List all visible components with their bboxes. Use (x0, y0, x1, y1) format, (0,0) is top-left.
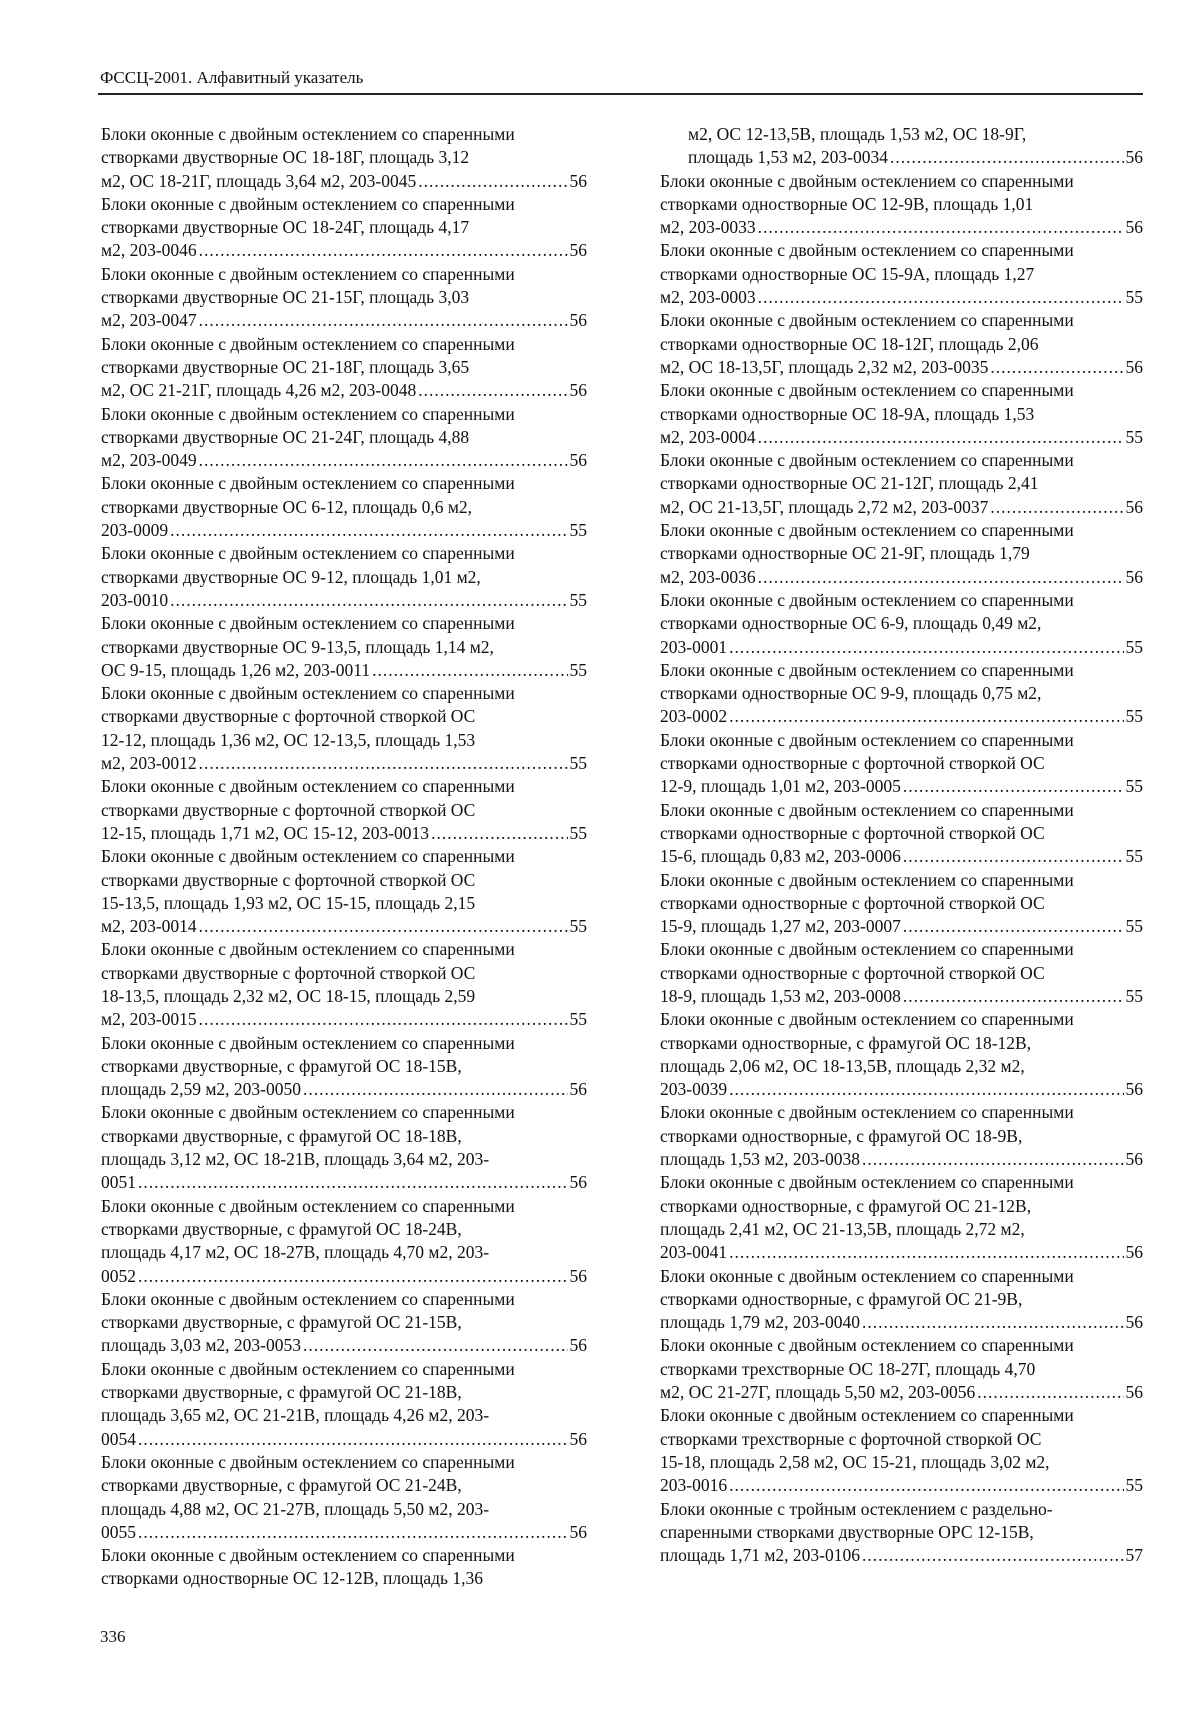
dot-leader (977, 1381, 1123, 1404)
entry-text: Блоки оконные с двойным остеклением со спаренными (101, 939, 515, 960)
entry-page-ref: 56 (569, 1521, 587, 1542)
entry-page-ref: 56 (569, 1079, 587, 1100)
index-entry (660, 1171, 1143, 1264)
entry-page-ref: 56 (1125, 1382, 1143, 1403)
index-entry (101, 1288, 587, 1358)
index-entry (101, 542, 587, 612)
header-rule (98, 93, 1143, 95)
entry-text: Блоки оконные с двойным остеклением со спаренными (660, 869, 1074, 890)
entry-last-line (660, 1241, 1143, 1264)
entry-text: створками одностворные ОС 12-12В, площадь 1,36 (101, 1568, 484, 1589)
index-entry (101, 938, 587, 1031)
entry-page-ref: 55 (569, 1009, 587, 1030)
entry-page-ref: 55 (1125, 706, 1143, 727)
dot-leader (303, 1078, 567, 1101)
entry-text: м2, 203-0004 (660, 426, 756, 447)
entry-text: Блоки оконные с двойным остеклением со спаренными (660, 240, 1074, 261)
entry-last-line (101, 1171, 587, 1194)
entry-text: Блоки оконные с двойным остеклением со спаренными (660, 170, 1074, 191)
index-entry (660, 449, 1143, 519)
entry-text: створками одностворные ОС 6-9, площадь 0,49 м2, (660, 613, 1042, 634)
entry-page-ref: 55 (569, 589, 587, 610)
entry-text: створками двустворные ОС 9-12, площадь 1,01 м2, (101, 566, 481, 587)
entry-text: створками одностворные с форточной створкой ОС (660, 962, 1045, 983)
entry-last-line (660, 426, 1143, 449)
dot-leader (418, 170, 567, 193)
dot-leader (862, 1148, 1123, 1171)
entry-last-line (660, 496, 1143, 519)
entry-last-line (101, 519, 587, 542)
entry-last-line (101, 659, 587, 682)
entry-last-line (660, 1544, 1143, 1567)
entry-text: спаренными створками двустворные ОРС 12-15В, (660, 1521, 1034, 1542)
entry-page-ref: 56 (569, 310, 587, 331)
index-entry (660, 379, 1143, 449)
entry-last-line (101, 915, 587, 938)
entry-text: створками двустворные, с фрамугой ОС 21-15В, (101, 1312, 462, 1333)
entry-text: 203-0016 (660, 1475, 728, 1496)
entry-page-ref: 56 (1125, 1079, 1143, 1100)
entry-text: Блоки оконные с двойным остеклением со спаренными (660, 310, 1074, 331)
entry-text: створками одностворные, с фрамугой ОС 18-12В, (660, 1032, 1032, 1053)
entry-last-line (101, 239, 587, 262)
entry-text: 18-13,5, площадь 2,32 м2, ОС 18-15, площадь 2,59 (101, 985, 476, 1006)
index-entry (660, 170, 1143, 240)
entry-text: Блоки оконные с двойным остеклением со спаренными (660, 659, 1074, 680)
entry-text: 203-0039 (660, 1079, 728, 1100)
dot-leader (138, 1265, 568, 1288)
dot-leader (199, 1008, 568, 1031)
index-entry (660, 309, 1143, 379)
entry-text: площадь 2,41 м2, ОС 21-13,5В, площадь 2,72 м2, (660, 1218, 1025, 1239)
entry-text: Блоки оконные с двойным остеклением со спаренными (101, 1032, 515, 1053)
entry-text: створками одностворные, с фрамугой ОС 21-12В, (660, 1195, 1032, 1216)
entry-text: площадь 3,03 м2, 203-0053 (101, 1335, 302, 1356)
entry-page-ref: 55 (1125, 1475, 1143, 1496)
entry-text: створками одностворные с форточной створкой ОС (660, 753, 1045, 774)
entry-last-line (101, 1334, 587, 1357)
entry-page-ref: 55 (569, 753, 587, 774)
entry-page-ref: 56 (569, 240, 587, 261)
dot-leader (862, 1311, 1123, 1334)
dot-leader (138, 1171, 568, 1194)
entry-last-line (101, 170, 587, 193)
entry-text: 203-0002 (660, 706, 728, 727)
entry-text: ОС 9-15, площадь 1,26 м2, 203-0011 (101, 659, 371, 680)
entry-text: м2, 203-0046 (101, 240, 197, 261)
entry-text: м2, 203-0047 (101, 310, 197, 331)
entry-page-ref: 56 (1125, 1149, 1143, 1170)
dot-leader (418, 379, 567, 402)
entry-text: 15-6, площадь 0,83 м2, 203-0006 (660, 846, 901, 867)
index-entry (660, 938, 1143, 1008)
entry-page-ref: 56 (569, 1265, 587, 1286)
dot-leader (431, 822, 567, 845)
entry-text: створками одностворные ОС 9-9, площадь 0,75 м2, (660, 683, 1042, 704)
entry-page-ref: 56 (1125, 217, 1143, 238)
entry-last-line (101, 1078, 587, 1101)
dot-leader (170, 589, 567, 612)
entry-last-line (101, 309, 587, 332)
index-column-right (660, 123, 1143, 1567)
entry-text: Блоки оконные с двойным остеклением со спаренными (101, 333, 515, 354)
index-entry (101, 472, 587, 542)
entry-text: створками одностворные, с фрамугой ОС 21-9В, (660, 1288, 1023, 1309)
entry-text: Блоки оконные с двойным остеклением со спаренными (101, 193, 515, 214)
entry-last-line (101, 822, 587, 845)
entry-last-line (660, 1078, 1143, 1101)
entry-page-ref: 56 (569, 380, 587, 401)
entry-text: Блоки оконные с двойным остеклением со спаренными (660, 939, 1074, 960)
entry-text: Блоки оконные с двойным остеклением со спаренными (101, 473, 515, 494)
entry-text: 0051 (101, 1172, 136, 1193)
entry-last-line (660, 356, 1143, 379)
entry-text: створками двустворные с форточной створкой ОС (101, 962, 476, 983)
dot-leader (903, 775, 1124, 798)
entry-text: створками двустворные с форточной створкой ОС (101, 799, 476, 820)
index-entry (660, 799, 1143, 869)
entry-text: 203-0041 (660, 1242, 728, 1263)
entry-text: Блоки оконные с двойным остеклением со спаренными (101, 1195, 515, 1216)
entry-text: Блоки оконные с двойным остеклением со спаренными (101, 1102, 515, 1123)
index-entry (660, 729, 1143, 799)
dot-leader (903, 985, 1124, 1008)
entry-text: Блоки оконные с двойным остеклением со спаренными (660, 1102, 1074, 1123)
entry-last-line (660, 566, 1143, 589)
entry-page-ref: 56 (1125, 1312, 1143, 1333)
entry-text: створками двустворные с форточной створкой ОС (101, 706, 476, 727)
entry-text: м2, ОС 18-21Г, площадь 3,64 м2, 203-0045 (101, 170, 417, 191)
entry-page-ref: 56 (1125, 1242, 1143, 1263)
entry-text: 0054 (101, 1428, 136, 1449)
entry-text: м2, 203-0012 (101, 753, 197, 774)
entry-text: Блоки оконные с двойным остеклением со спаренными (660, 1405, 1074, 1426)
entry-text: м2, 203-0015 (101, 1009, 197, 1030)
index-entry (660, 589, 1143, 659)
entry-page-ref: 56 (569, 1428, 587, 1449)
entry-last-line (660, 1474, 1143, 1497)
index-entry (101, 1358, 587, 1451)
entry-text: створками двустворные ОС 18-18Г, площадь 3,12 (101, 147, 470, 168)
dot-leader (138, 1521, 568, 1544)
entry-text: створками одностворные ОС 21-9Г, площадь 1,79 (660, 543, 1030, 564)
entry-text: м2, 203-0049 (101, 450, 197, 471)
entry-text: створками двустворные, с фрамугой ОС 18-18В, (101, 1125, 462, 1146)
entry-last-line (660, 1311, 1143, 1334)
dot-leader (758, 216, 1124, 239)
dot-leader (199, 449, 568, 472)
entry-page-ref: 55 (569, 822, 587, 843)
entry-text: Блоки оконные с двойным остеклением со спаренными (660, 589, 1074, 610)
index-entry (101, 1544, 587, 1591)
entry-text: Блоки оконные с двойным остеклением со спаренными (660, 450, 1074, 471)
dot-leader (138, 1428, 568, 1451)
index-entry (660, 1498, 1143, 1568)
entry-text: Блоки оконные с двойным остеклением со спаренными (660, 1172, 1074, 1193)
entry-text: Блоки оконные с двойным остеклением со спаренными (101, 846, 515, 867)
entry-page-ref: 55 (1125, 776, 1143, 797)
entry-page-ref: 56 (569, 170, 587, 191)
entry-last-line (660, 775, 1143, 798)
entry-text: площадь 3,12 м2, ОС 18-21В, площадь 3,64 м2, 203- (101, 1149, 490, 1170)
entry-text: Блоки оконные с двойным остеклением со спаренными (660, 1335, 1074, 1356)
entry-page-ref: 56 (1125, 566, 1143, 587)
entry-last-line (101, 449, 587, 472)
index-entry (660, 1008, 1143, 1101)
dot-leader (862, 1544, 1123, 1567)
entry-text: Блоки оконные с двойным остеклением со спаренными (660, 729, 1074, 750)
entry-text: створками одностворные с форточной створкой ОС (660, 822, 1045, 843)
dot-leader (170, 519, 567, 542)
entry-last-line (101, 1008, 587, 1031)
entry-text: площадь 3,65 м2, ОС 21-21В, площадь 4,26 м2, 203- (101, 1405, 490, 1426)
entry-text: Блоки оконные с двойным остеклением со спаренными (101, 1358, 515, 1379)
entry-text: м2, ОС 18-13,5Г, площадь 2,32 м2, 203-0035 (660, 356, 989, 377)
entry-text: Блоки оконные с двойным остеклением со спаренными (101, 1545, 515, 1566)
entry-page-ref: 55 (1125, 426, 1143, 447)
entry-text: створками одностворные ОС 12-9В, площадь 1,01 (660, 193, 1034, 214)
entry-page-ref: 55 (1125, 636, 1143, 657)
entry-page-ref: 55 (569, 659, 587, 680)
entry-text: площадь 4,88 м2, ОС 21-27В, площадь 5,50 м2, 203- (101, 1498, 490, 1519)
dot-leader (903, 845, 1124, 868)
entry-last-line (660, 915, 1143, 938)
entry-page-ref: 55 (1125, 985, 1143, 1006)
entry-last-line (688, 146, 1143, 169)
entry-text: 203-0001 (660, 636, 728, 657)
entry-text: створками двустворные ОС 9-13,5, площадь 1,14 м2, (101, 636, 494, 657)
entry-page-ref: 56 (569, 1172, 587, 1193)
dot-leader (758, 566, 1124, 589)
entry-text: м2, 203-0014 (101, 916, 197, 937)
entry-text: 15-9, площадь 1,27 м2, 203-0007 (660, 916, 901, 937)
entry-text: площадь 2,59 м2, 203-0050 (101, 1079, 302, 1100)
entry-last-line (101, 1521, 587, 1544)
dot-leader (199, 239, 568, 262)
entry-page-ref: 55 (569, 520, 587, 541)
index-entry-continuation (660, 123, 1143, 170)
entry-text: м2, 203-0036 (660, 566, 756, 587)
entry-page-ref: 56 (569, 1335, 587, 1356)
entry-text: створками трехстворные ОС 18-27Г, площадь 4,70 (660, 1358, 1036, 1379)
entry-text: створками двустворные ОС 18-24Г, площадь 4,17 (101, 217, 470, 238)
entry-text: створками одностворные, с фрамугой ОС 18-9В, (660, 1125, 1023, 1146)
dot-leader (729, 705, 1123, 728)
index-entry (101, 682, 587, 775)
entry-last-line (101, 1265, 587, 1288)
entry-text: створками двустворные с форточной створкой ОС (101, 869, 476, 890)
index-entry (101, 193, 587, 263)
entry-last-line (101, 1428, 587, 1451)
entry-text: м2, ОС 21-27Г, площадь 5,50 м2, 203-0056 (660, 1382, 976, 1403)
entry-page-ref: 56 (1125, 147, 1143, 168)
entry-text: 203-0009 (101, 520, 169, 541)
entry-text: м2, ОС 12-13,5В, площадь 1,53 м2, ОС 18-9Г, (688, 124, 1027, 144)
index-entry (660, 1404, 1143, 1497)
dot-leader (372, 659, 567, 682)
index-entry (660, 239, 1143, 309)
entry-text: 12-9, площадь 1,01 м2, 203-0005 (660, 776, 901, 797)
index-entry (101, 263, 587, 333)
entry-last-line (660, 1148, 1143, 1171)
index-entry (660, 869, 1143, 939)
entry-text: створками двустворные ОС 21-18Г, площадь 3,65 (101, 356, 470, 377)
entry-page-ref: 55 (1125, 916, 1143, 937)
entry-text: Блоки оконные с двойным остеклением со спаренными (101, 543, 515, 564)
dot-leader (199, 309, 568, 332)
entry-text: Блоки оконные с двойным остеклением со спаренными (101, 263, 515, 284)
entry-text: м2, 203-0003 (660, 287, 756, 308)
dot-leader (199, 752, 568, 775)
index-entry (101, 775, 587, 845)
entry-text: створками двустворные ОС 21-15Г, площадь 3,03 (101, 287, 470, 308)
dot-leader (758, 286, 1124, 309)
dot-leader (729, 1474, 1123, 1497)
entry-last-line (660, 845, 1143, 868)
entry-page-ref: 55 (569, 916, 587, 937)
entry-text: площадь 2,06 м2, ОС 18-13,5В, площадь 2,32 м2, (660, 1055, 1025, 1076)
index-entry (101, 403, 587, 473)
dot-leader (303, 1334, 567, 1357)
entry-text: Блоки оконные с двойным остеклением со спаренными (660, 1265, 1074, 1286)
entry-text: Блоки оконные с двойным остеклением со спаренными (101, 403, 515, 424)
index-entry (101, 333, 587, 403)
dot-leader (990, 356, 1123, 379)
entry-text: створками двустворные, с фрамугой ОС 21-18В, (101, 1382, 462, 1403)
entry-text: створками двустворные, с фрамугой ОС 21-24В, (101, 1475, 462, 1496)
entry-last-line (660, 1381, 1143, 1404)
index-entry (101, 612, 587, 682)
entry-text: створками одностворные ОС 18-9А, площадь 1,53 (660, 403, 1035, 424)
entry-text: Блоки оконные с двойным остеклением со спаренными (101, 683, 515, 704)
entry-text: 12-15, площадь 1,71 м2, ОС 15-12, 203-0013 (101, 822, 430, 843)
index-entry (101, 1101, 587, 1194)
entry-text: створками двустворные ОС 21-24Г, площадь 4,88 (101, 426, 470, 447)
entry-last-line (101, 379, 587, 402)
running-header-title: ФССЦ-2001. Алфавитный указатель (100, 68, 364, 87)
index-entry (101, 1195, 587, 1288)
entry-text: Блоки оконные с двойным остеклением со спаренными (660, 1009, 1074, 1030)
entry-text: площадь 1,79 м2, 203-0040 (660, 1312, 861, 1333)
entry-text: площадь 1,71 м2, 203-0106 (660, 1545, 861, 1566)
entry-text: 12-12, площадь 1,36 м2, ОС 12-13,5, площадь 1,53 (101, 729, 476, 750)
entry-text: створками трехстворные с форточной створкой ОС (660, 1428, 1042, 1449)
entry-last-line (101, 752, 587, 775)
entry-text: Блоки оконные с двойным остеклением со спаренными (101, 1288, 515, 1309)
entry-text: 0052 (101, 1265, 136, 1286)
index-entry (660, 519, 1143, 589)
index-entry (660, 1101, 1143, 1171)
entry-text: створками двустворные ОС 6-12, площадь 0,6 м2, (101, 496, 473, 517)
dot-leader (903, 915, 1124, 938)
entry-text: створками двустворные, с фрамугой ОС 18-15В, (101, 1055, 462, 1076)
dot-leader (990, 496, 1123, 519)
index-entry (660, 1265, 1143, 1335)
entry-text: Блоки оконные с тройным остеклением с раздельно- (660, 1498, 1053, 1519)
dot-leader (729, 1078, 1123, 1101)
index-entry (101, 1451, 587, 1544)
entry-last-line (660, 636, 1143, 659)
entry-text: створками двустворные, с фрамугой ОС 18-24В, (101, 1218, 462, 1239)
entry-last-line (660, 286, 1143, 309)
entry-last-line (660, 985, 1143, 1008)
entry-text: створками одностворные с форточной створкой ОС (660, 892, 1045, 913)
entry-text: Блоки оконные с двойным остеклением со спаренными (660, 520, 1074, 541)
entry-text: 15-13,5, площадь 1,93 м2, ОС 15-15, площадь 2,15 (101, 892, 476, 913)
entry-text: Блоки оконные с двойным остеклением со спаренными (101, 1451, 515, 1472)
entry-text: м2, 203-0033 (660, 217, 756, 238)
entry-text: Блоки оконные с двойным остеклением со спаренными (660, 799, 1074, 820)
entry-text: 15-18, площадь 2,58 м2, ОС 15-21, площадь 3,02 м2, (660, 1451, 1050, 1472)
entry-last-line (660, 705, 1143, 728)
index-entry (101, 1032, 587, 1102)
index-column-left (101, 123, 587, 1591)
dot-leader (199, 915, 568, 938)
entry-text: 18-9, площадь 1,53 м2, 203-0008 (660, 985, 901, 1006)
entry-text: створками одностворные ОС 21-12Г, площадь 2,41 (660, 473, 1039, 494)
index-entry (660, 1334, 1143, 1404)
entry-text: 0055 (101, 1521, 136, 1542)
entry-text: Блоки оконные с двойным остеклением со спаренными (101, 613, 515, 634)
dot-leader (729, 1241, 1123, 1264)
entry-page-ref: 56 (1125, 496, 1143, 517)
index-entry (101, 845, 587, 938)
entry-text: 203-0010 (101, 589, 169, 610)
entry-text: створками одностворные ОС 15-9А, площадь 1,27 (660, 263, 1035, 284)
entry-text: м2, ОС 21-13,5Г, площадь 2,72 м2, 203-0037 (660, 496, 989, 517)
entry-text: площадь 4,17 м2, ОС 18-27В, площадь 4,70 м2, 203- (101, 1242, 490, 1263)
entry-text: Блоки оконные с двойным остеклением со спаренными (101, 124, 515, 144)
entry-page-ref: 55 (1125, 846, 1143, 867)
entry-page-ref: 56 (1125, 356, 1143, 377)
index-entry (660, 659, 1143, 729)
entry-text: Блоки оконные с двойным остеклением со спаренными (660, 380, 1074, 401)
entry-text: м2, ОС 21-21Г, площадь 4,26 м2, 203-0048 (101, 380, 417, 401)
entry-page-ref: 56 (569, 450, 587, 471)
index-entry (101, 123, 587, 193)
entry-last-line (101, 589, 587, 612)
entry-text: Блоки оконные с двойным остеклением со спаренными (101, 776, 515, 797)
entry-page-ref: 55 (1125, 287, 1143, 308)
entry-page-ref: 57 (1125, 1545, 1143, 1566)
entry-last-line (660, 216, 1143, 239)
dot-leader (890, 146, 1123, 169)
dot-leader (758, 426, 1124, 449)
page-number: 336 (100, 1627, 126, 1646)
entry-text: площадь 1,53 м2, 203-0034 (688, 147, 889, 168)
entry-text: площадь 1,53 м2, 203-0038 (660, 1149, 861, 1170)
entry-text: створками одностворные ОС 18-12Г, площадь 2,06 (660, 333, 1039, 354)
dot-leader (729, 636, 1123, 659)
